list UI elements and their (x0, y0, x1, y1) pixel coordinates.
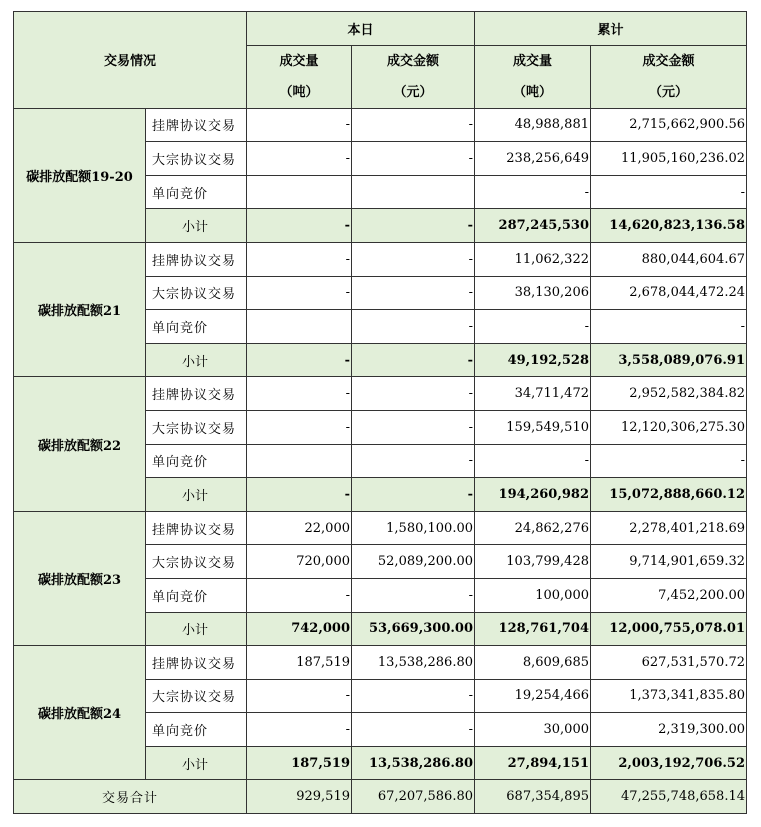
today-amount-cell: - (352, 242, 475, 276)
cumulative-volume-cell: 19,254,466 (475, 679, 591, 713)
trade-type-cell: 挂牌协议交易 (146, 377, 247, 411)
group-name-cell: 碳排放配额19-20 (14, 108, 146, 242)
today-volume-cell: 720,000 (247, 545, 352, 579)
today-amount-header (352, 45, 475, 108)
cumulative-amount-cell: 2,319,300.00 (591, 713, 747, 747)
group-name-cell: 碳排放配额24 (14, 646, 146, 780)
cumulative-amount-unit: （元） (648, 84, 688, 100)
cumulative-volume-cell: 100,000 (475, 578, 591, 612)
cumulative-amount-cell: 9,714,901,659.32 (591, 545, 747, 579)
today-amount-unit: （元） (393, 84, 433, 100)
trade-type-cell: 单向竞价 (146, 578, 247, 612)
today-volume-cell: - (247, 276, 352, 310)
subtotal-label-cell: 小计 (146, 343, 247, 377)
trade-type-cell: 单向竞价 (146, 175, 247, 209)
subtotal-cumulative-amount-cell: 2,003,192,706.52 (591, 746, 747, 780)
cumulative-volume-cell: 159,549,510 (475, 410, 591, 444)
subtotal-cumulative-volume-cell: 27,894,151 (475, 746, 591, 780)
today-amount-label: 成交金额 (386, 53, 439, 69)
subtotal-label-cell: 小计 (146, 612, 247, 646)
trade-type-cell: 挂牌协议交易 (146, 646, 247, 680)
trade-type-cell: 大宗协议交易 (146, 545, 247, 579)
subtotal-cumulative-volume-cell: 49,192,528 (475, 343, 591, 377)
subtotal-today-amount-cell: - (352, 478, 475, 512)
today-amount-cell: - (352, 410, 475, 444)
today-amount-cell: - (352, 142, 475, 176)
today-amount-cell: 1,580,100.00 (352, 511, 475, 545)
cumulative-amount-header (591, 45, 747, 108)
cumulative-volume-label: 成交量 (512, 53, 552, 69)
today-volume-cell (247, 310, 352, 344)
table-row (14, 242, 747, 276)
cumulative-volume-cell: - (475, 310, 591, 344)
cumulative-volume-header (475, 45, 591, 108)
cumulative-amount-cell: 2,278,401,218.69 (591, 511, 747, 545)
trade-type-cell: 大宗协议交易 (146, 679, 247, 713)
subtotal-cumulative-volume-cell: 194,260,982 (475, 478, 591, 512)
today-amount-cell (352, 175, 475, 209)
subtotal-today-volume-cell: - (247, 343, 352, 377)
subtotal-cumulative-amount-cell: 3,558,089,076.91 (591, 343, 747, 377)
trade-type-cell: 大宗协议交易 (146, 276, 247, 310)
trade-type-cell: 单向竞价 (146, 310, 247, 344)
cumulative-amount-cell: 11,905,160,236.02 (591, 142, 747, 176)
subtotal-label-cell: 小计 (146, 209, 247, 243)
grand-total-label-cell: 交易合计 (14, 780, 247, 814)
today-volume-cell: 187,519 (247, 646, 352, 680)
subtotal-today-amount-cell: - (352, 343, 475, 377)
subtotal-cumulative-amount-cell: 15,072,888,660.12 (591, 478, 747, 512)
today-amount-cell: - (352, 108, 475, 142)
cumulative-amount-cell: 7,452,200.00 (591, 578, 747, 612)
subtotal-cumulative-volume-cell: 128,761,704 (475, 612, 591, 646)
cumulative-amount-cell: - (591, 310, 747, 344)
trade-type-cell: 挂牌协议交易 (146, 242, 247, 276)
cumulative-amount-cell: 627,531,570.72 (591, 646, 747, 680)
today-volume-cell: - (247, 410, 352, 444)
cumulative-volume-cell: 238,256,649 (475, 142, 591, 176)
today-amount-cell: - (352, 679, 475, 713)
grand-total-row (14, 780, 747, 814)
today-volume-cell (247, 444, 352, 478)
today-header: 本日 (247, 12, 475, 46)
subtotal-today-volume-cell: - (247, 209, 352, 243)
cumulative-volume-cell: 48,988,881 (475, 108, 591, 142)
carbon-trading-table (13, 11, 747, 814)
today-amount-cell: - (352, 578, 475, 612)
today-volume-cell: - (247, 377, 352, 411)
subtotal-cumulative-amount-cell: 12,000,755,078.01 (591, 612, 747, 646)
trade-type-cell: 大宗协议交易 (146, 410, 247, 444)
table-row (14, 108, 747, 142)
subtotal-today-amount-cell: - (352, 209, 475, 243)
cumulative-volume-unit: （吨） (512, 84, 552, 100)
cumulative-amount-cell: 12,120,306,275.30 (591, 410, 747, 444)
today-volume-cell: - (247, 679, 352, 713)
cumulative-amount-cell: 2,715,662,900.56 (591, 108, 747, 142)
trade-type-cell: 单向竞价 (146, 444, 247, 478)
group-name-cell: 碳排放配额21 (14, 242, 146, 376)
cumulative-amount-label: 成交金额 (642, 53, 695, 69)
group-name-cell: 碳排放配额22 (14, 377, 146, 511)
today-amount-cell: 13,538,286.80 (352, 646, 475, 680)
trade-type-cell: 单向竞价 (146, 713, 247, 747)
subtotal-label-cell: 小计 (146, 746, 247, 780)
subtotal-today-volume-cell: - (247, 478, 352, 512)
trade-type-cell: 大宗协议交易 (146, 142, 247, 176)
today-volume-unit: （吨） (279, 84, 319, 100)
header-row-1 (14, 12, 747, 46)
subtotal-today-amount-cell: 53,669,300.00 (352, 612, 475, 646)
today-volume-cell: - (247, 713, 352, 747)
cumulative-amount-cell: 2,678,044,472.24 (591, 276, 747, 310)
cumulative-volume-cell: 8,609,685 (475, 646, 591, 680)
today-volume-label: 成交量 (279, 53, 319, 69)
today-volume-header (247, 45, 352, 108)
today-amount-cell: - (352, 444, 475, 478)
grand-total-cumulative-amount-cell: 47,255,748,658.14 (591, 780, 747, 814)
cumulative-volume-cell: - (475, 444, 591, 478)
cumulative-volume-cell: 30,000 (475, 713, 591, 747)
today-volume-cell: - (247, 142, 352, 176)
today-amount-cell: 52,089,200.00 (352, 545, 475, 579)
today-volume-cell: - (247, 242, 352, 276)
today-volume-cell: 22,000 (247, 511, 352, 545)
subtotal-today-amount-cell: 13,538,286.80 (352, 746, 475, 780)
cumulative-volume-cell: - (475, 175, 591, 209)
subtotal-cumulative-volume-cell: 287,245,530 (475, 209, 591, 243)
group-name-cell: 碳排放配额23 (14, 511, 146, 645)
cumulative-volume-cell: 11,062,322 (475, 242, 591, 276)
subtotal-cumulative-amount-cell: 14,620,823,136.58 (591, 209, 747, 243)
today-amount-cell: - (352, 713, 475, 747)
grand-total-cumulative-volume-cell: 687,354,895 (475, 780, 591, 814)
today-volume-cell (247, 175, 352, 209)
grand-total-today-amount-cell: 67,207,586.80 (352, 780, 475, 814)
cumulative-amount-cell: 880,044,604.67 (591, 242, 747, 276)
trade-type-cell: 挂牌协议交易 (146, 511, 247, 545)
today-volume-cell: - (247, 108, 352, 142)
trade-type-cell: 挂牌协议交易 (146, 108, 247, 142)
cumulative-header: 累计 (475, 12, 747, 46)
cumulative-volume-cell: 103,799,428 (475, 545, 591, 579)
cumulative-amount-cell: 1,373,341,835.80 (591, 679, 747, 713)
today-amount-cell: - (352, 377, 475, 411)
today-volume-cell: - (247, 578, 352, 612)
today-amount-cell: - (352, 276, 475, 310)
cumulative-amount-cell: - (591, 175, 747, 209)
cumulative-volume-cell: 24,862,276 (475, 511, 591, 545)
cumulative-amount-cell: - (591, 444, 747, 478)
cumulative-volume-cell: 34,711,472 (475, 377, 591, 411)
cumulative-volume-cell: 38,130,206 (475, 276, 591, 310)
table-row (14, 511, 747, 545)
table-row (14, 646, 747, 680)
trade-situation-header: 交易情况 (14, 12, 247, 109)
subtotal-today-volume-cell: 742,000 (247, 612, 352, 646)
today-amount-cell: - (352, 310, 475, 344)
table-row (14, 377, 747, 411)
subtotal-today-volume-cell: 187,519 (247, 746, 352, 780)
grand-total-today-volume-cell: 929,519 (247, 780, 352, 814)
cumulative-amount-cell: 2,952,582,384.82 (591, 377, 747, 411)
subtotal-label-cell: 小计 (146, 478, 247, 512)
